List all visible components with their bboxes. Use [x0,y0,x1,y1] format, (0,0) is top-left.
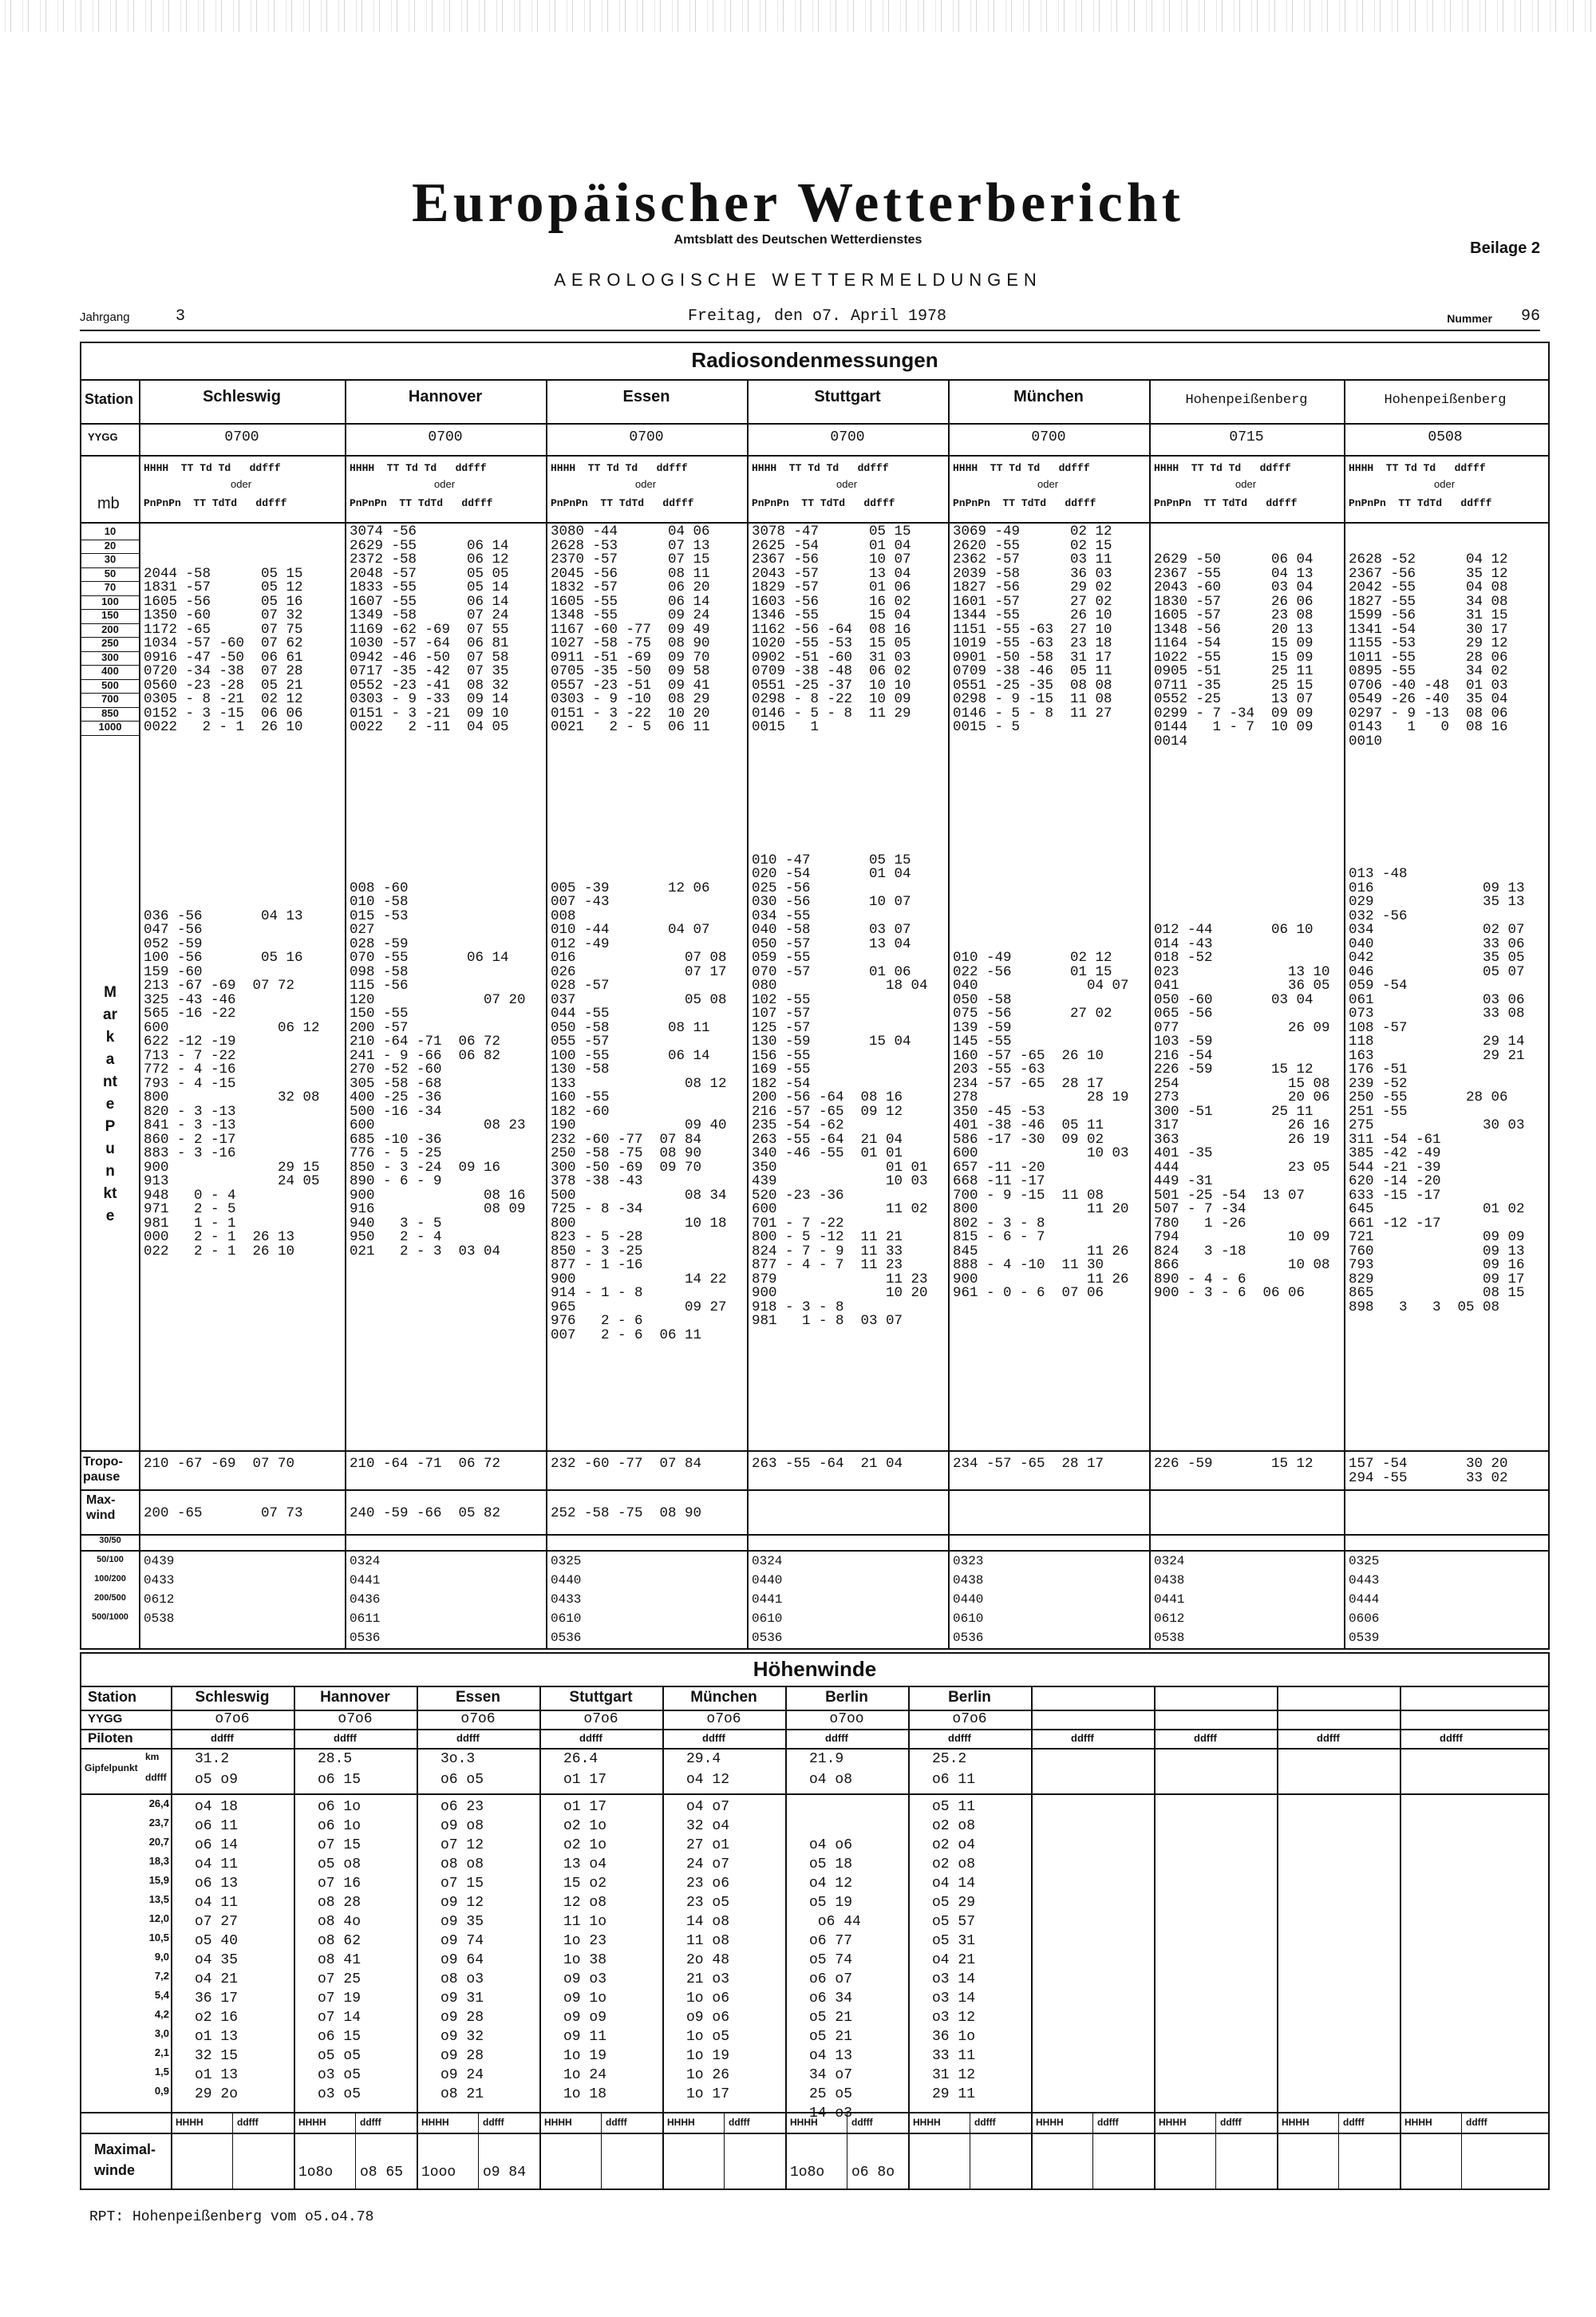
gipfelpunkt-sublabel: ddfff [145,1772,167,1783]
station-yygg: 0700 [224,429,259,445]
maxwind-column-header: ddfff [729,2117,750,2128]
mb-level: 1000 [98,721,122,733]
maxwind-column-header: HHHH [1404,2117,1432,2128]
jahrgang-value: 3 [176,307,186,326]
winde-station-name: München [690,1689,757,1706]
maxwind-column-header: HHHH [544,2117,572,2128]
winde-station-name: Berlin [948,1689,991,1706]
column-header-hhhh: HHHH TT Td Td ddfff [752,462,889,474]
winde-level-values: o4 18 o6 11 o6 14 o4 11 o6 13 o4 11 o7 27 o5 40 o4 35 o4 21 36 17 o2 16 o1 13 32 15 o1 13 29 2o [195,1799,239,2102]
column-header-oder: oder [836,478,858,490]
shear-data: 0324 0438 0441 0612 0538 [1154,1554,1185,1645]
mb-level: 200 [101,623,119,635]
markante-punkte-data: 005 -39 12 06 007 -43 008 010 -44 04 07 012 -49 016 07 08 026 07 17 028 -57 037 05 08 044 -55 050 -58 08 11 055 -57 100 -55 06 14 130 -58 133 08 12 160 -55 182 -60 190 09 40 232 -60 -77 07 84 250 -58 -75 08 90 300 -50 -69 09 70 378 -38 -43 500 08 34 725 - 8 -34 800 10 18 823 - 5 -28 850 - 3 -25 877 - 1 -16 900 14 22 914 - 1 - 8 965 09 27 976 2 - 6 007 2 - 6 06 11 [551,880,727,1343]
winde-level: 3,0 [154,2027,169,2039]
tropopause-data: 234 -57 -65 28 17 [953,1456,1104,1472]
gipfelpunkt-ddfff: o6 15 [318,1772,361,1788]
tropopause-data: 226 -59 15 12 [1154,1456,1314,1472]
maxwind-column-header: HHHH [421,2117,449,2128]
winde-level-values: o5 11 o2 o8 o2 o4 o2 o8 o4 14 o5 29 o5 57 o5 31 o4 21 o3 14 o3 14 o3 12 36 1o 33 11 31 12 29 11 [932,1799,976,2102]
station-name: Schleswig [203,388,281,405]
standard-levels-data: 3078 -47 05 15 2625 -54 01 04 2367 -56 10 07 2043 -57 13 04 1829 -57 01 06 1603 -56 16 02 1346 -55 15 04 1162 -56 -64 08 16 1020 -55 -53 15 05 0902 -51 -60 31 03 0709 -38 -48 06 02 0551 -25 -37 10 10 0298 - 8 -22 10 09 0146 - 5 - 8 11 29 0015 1 [752,524,911,735]
maxwind-column-header: ddfff [360,2117,381,2128]
mb-level: 400 [101,665,119,677]
markante-punkte-data: 010 -49 02 12 022 -56 01 15 040 04 07 050 -58 075 -56 27 02 139 -59 145 -55 160 -57 -65 26 10 203 -55 -63 234 -57 -65 28 17 278 28 19 350 -45 -53 401 -38 -46 05 11 586 -17 -30 09 02 600 10 03 657 -11 -20 668 -11 -17 700 - 9 -15 11 08 800 11 20 802 - 3 - 8 815 - 6 - 7 845 11 26 888 - 4 -10 11 30 900 11 26 961 - 0 - 6 07 06 [953,950,1129,1301]
maximalwind-hhhh: 1o8o [790,2165,825,2181]
shear-data: 0325 0443 0444 0606 0539 [1349,1554,1380,1645]
page-subtitle: Amtsblatt des Deutschen Wetterdienstes [674,233,922,247]
gipfelpunkt-ddfff: o5 o9 [195,1772,239,1788]
piloten-ddfff-header: ddfff [1317,1732,1340,1744]
maxwind-column-header: HHHH [298,2117,326,2128]
column-header-hhhh: HHHH TT Td Td ddfff [144,462,281,474]
winde-station-name: Stuttgart [569,1689,633,1706]
winde-level: 23,7 [148,1817,169,1829]
maxwind-column-header: HHHH [176,2117,203,2128]
gipfelpunkt-km: 28.5 [318,1751,353,1767]
piloten-ddfff-header: ddfff [825,1732,848,1744]
gipfelpunkt-km: 3o.3 [440,1751,476,1767]
column-header-hhhh: HHHH TT Td Td ddfff [551,462,688,474]
mb-level: 100 [101,595,119,607]
piloten-ddfff-header: ddfff [948,1732,971,1744]
maxwind-column-header: ddfff [237,2117,259,2128]
mb-level: 30 [104,553,117,565]
column-header-oder: oder [1037,478,1059,490]
scan-noise [0,0,1596,32]
gipfelpunkt-ddfff: o6 11 [932,1772,976,1788]
winde-level: 2,1 [154,2046,169,2058]
maxwind-column-header: ddfff [1097,2117,1119,2128]
piloten-ddfff-header: ddfff [211,1732,234,1744]
section-heading: AEROLOGISCHE WETTERMELDUNGEN [554,270,1042,290]
shear-level: 100/200 [94,1574,126,1584]
hoehenwinde-table [80,1652,1550,2190]
footnote: RPT: Hohenpeißenberg vom o5.o4.78 [89,2209,374,2225]
gipfelpunkt-km: 26.4 [563,1751,598,1767]
column-header-pnpnpn: PnPnPn TT TdTd ddfff [752,497,895,509]
shear-level: 30/50 [99,1536,121,1545]
maxwind-data: 200 -65 07 73 [144,1505,303,1521]
winde-station-name: Hannover [320,1689,390,1706]
shear-level: 500/1000 [92,1612,128,1622]
winde-level: 15,9 [148,1874,169,1886]
beilage-label: Beilage 2 [1470,239,1540,257]
winde-station-label: Station [88,1689,136,1705]
maxwind-column-header: HHHH [1282,2117,1310,2128]
piloten-ddfff-header: ddfff [456,1732,480,1744]
radiosonde-title: Radiosondenmessungen [691,348,938,372]
tropopause-data: 210 -64 -71 06 72 [350,1456,501,1472]
winde-station-yygg: o7o6 [460,1711,496,1727]
column-header-hhhh: HHHH TT Td Td ddfff [1154,462,1291,474]
mb-label: mb [97,495,120,512]
winde-level: 10,5 [148,1931,169,1943]
station-yygg: 0715 [1229,429,1264,445]
column-header-oder: oder [1434,478,1456,490]
standard-levels-data: 2628 -52 04 12 2367 -56 35 12 2042 -55 04 08 1827 -55 34 08 1599 -56 31 15 1341 -54 30 17 1155 -53 29 12 1011 -55 28 06 0895 -55 34 02 0706 -40 -48 01 03 0549 -26 -40 35 04 0297 - 9 -13 08 06 0143 1 0 08 16 0010 [1349,552,1508,749]
winde-level: 12,0 [148,1912,169,1924]
standard-levels-data: 3074 -56 2629 -55 06 14 2372 -58 06 12 2048 -57 05 05 1833 -55 05 14 1607 -55 06 14 1349 -58 07 24 1169 -62 -69 07 55 1030 -57 -64 06 81 0942 -46 -50 07 58 0717 -35 -42 07 35 0552 -23 -41 08 32 0303 - 9 -33 09 14 0151 - 3 -21 09 10 0022 2 -11 04 05 [350,524,509,735]
station-name: Hohenpeißenberg [1384,393,1507,408]
markante-punkte-data: 010 -47 05 15 020 -54 01 04 025 -56 030 -56 10 07 034 -55 040 -58 03 07 050 -57 13 04 059 -55 070 -57 01 06 080 18 04 102 -55 107 -57 125 -57 130 -59 15 04 156 -55 169 -55 182 -54 200 -56 -64 08 16 216 -57 -65 09 12 235 -54 -62 263 -55 -64 21 04 340 -46 -55 01 01 350 01 01 439 10 03 520 -23 -36 600 11 02 701 - 7 -22 800 - 5 -12 11 21 824 - 7 - 9 11 33 877 - 4 - 7 11 23 879 11 23 900 10 20 918 - 3 - 8 981 1 - 8 03 07 [752,852,928,1329]
shear-level: 50/100 [97,1555,124,1564]
maxwind-column-header: ddfff [1343,2117,1365,2128]
gipfelpunkt-ddfff: o4 o8 [809,1772,853,1788]
winde-station-name: Berlin [825,1689,868,1706]
column-header-pnpnpn: PnPnPn TT TdTd ddfff [953,497,1096,509]
station-name: München [1013,388,1084,405]
shear-data: 0439 0433 0612 0538 [144,1554,175,1626]
column-header-hhhh: HHHH TT Td Td ddfff [350,462,487,474]
station-label: Station [85,391,133,407]
shear-data: 0324 0440 0441 0610 0536 [752,1554,783,1645]
winde-station-yygg: o7o6 [583,1711,618,1727]
maxwind-data: 240 -59 -66 05 82 [350,1505,501,1521]
mb-level: 700 [101,693,119,705]
maxwind-column-header: HHHH [913,2117,941,2128]
gipfelpunkt-ddfff: o1 17 [563,1772,607,1788]
column-header-oder: oder [1235,478,1257,490]
winde-level: 4,2 [154,2008,169,2020]
station-name: Stuttgart [814,388,881,405]
column-header-pnpnpn: PnPnPn TT TdTd ddfff [1349,497,1492,509]
winde-level: 1,5 [154,2066,169,2078]
station-name: Essen [622,388,670,405]
maxwind-data: 252 -58 -75 08 90 [551,1505,702,1521]
standard-levels-data: 3080 -44 04 06 2628 -53 07 13 2370 -57 07 15 2045 -56 08 11 1832 -57 06 20 1605 -55 06 14 1348 -55 09 24 1167 -60 -77 09 49 1027 -58 -75 08 90 0911 -51 -69 09 70 0705 -35 -50 09 58 0557 -23 -51 09 41 0303 - 9 -10 08 29 0151 - 3 -22 10 20 0021 2 - 5 06 11 [551,524,710,735]
maximalwind-hhhh: 1o8o [298,2165,334,2181]
maximalwind-ddfff: o9 84 [483,2165,527,2181]
winde-level: 13,5 [148,1893,169,1905]
winde-level-values: o4 o7 32 o4 27 o1 24 o7 23 o6 23 o5 14 o8 11 o8 2o 48 21 o3 1o o6 o9 o6 1o o5 1o 19 1o 26 1o 17 [686,1799,730,2102]
station-yygg: 0700 [428,429,463,445]
shear-data: 0323 0438 0440 0610 0536 [953,1554,984,1645]
winde-level: 0,9 [154,2085,169,2097]
maximalwind-hhhh: 1ooo [421,2165,456,2181]
winde-level: 18,3 [148,1855,169,1867]
winde-level-values: o4 o6 o5 18 o4 12 o5 19 o6 44 o6 77 o5 74 o6 o7 o6 34 o5 21 o5 21 o4 13 34 o7 25 o5 14 o3 [809,1837,861,2121]
maxwind-column-header: ddfff [1220,2117,1242,2128]
station-name: Hohenpeißenberg [1185,393,1308,408]
maxwind-column-header: HHHH [667,2117,695,2128]
column-header-oder: oder [231,478,252,490]
winde-level-values: o6 23 o9 o8 o7 12 o8 o8 o7 15 o9 12 o9 35 o9 74 o9 64 o8 o3 o9 31 o9 28 o9 32 o9 28 o9 24 o8 21 [440,1799,484,2102]
tropopause-data: 210 -67 -69 07 70 [144,1456,295,1472]
gipfelpunkt-ddfff: o6 o5 [440,1772,484,1788]
piloten-label: Piloten [88,1730,133,1746]
column-header-oder: oder [635,478,657,490]
winde-level: 26,4 [148,1797,169,1809]
maxwind-column-header: ddfff [606,2117,627,2128]
mb-level: 250 [101,637,119,649]
gipfelpunkt-label: Gipfelpunkt [85,1762,138,1773]
maxwind-column-header: HHHH [790,2117,818,2128]
mb-level: 300 [101,650,119,663]
winde-level: 7,2 [154,1970,169,1982]
shear-data: 0325 0440 0433 0610 0536 [551,1554,582,1645]
station-yygg: 0700 [1031,429,1066,445]
mb-level: 20 [104,539,117,552]
gipfelpunkt-ddfff: o4 12 [686,1772,730,1788]
winde-station-yygg: o7oo [829,1711,864,1727]
markante-punkte-label: Markante Punkte [103,984,117,1224]
standard-levels-data: 2629 -50 06 04 2367 -55 04 13 2043 -60 03 04 1830 -57 26 06 1605 -57 23 08 1348 -56 20 13 1164 -54 15 09 1022 -55 15 09 0905 -51 25 11 0711 -35 25 15 0552 -25 13 07 0299 - 7 -34 09 09 0144 1 - 7 10 09 0014 [1154,552,1314,749]
winde-station-yygg: o7o6 [706,1711,741,1727]
nummer-value: 96 [1520,307,1540,326]
piloten-ddfff-header: ddfff [334,1732,357,1744]
piloten-ddfff-header: ddfff [1440,1732,1463,1744]
winde-level-values: o1 17 o2 1o o2 1o 13 o4 15 o2 12 o8 11 1o 1o 23 1o 38 o9 o3 o9 1o o9 o9 o9 11 1o 19 1o 24 1o 18 [563,1799,607,2102]
shear-level: 200/500 [94,1593,126,1603]
winde-station-name: Schleswig [195,1689,270,1706]
gipfelpunkt-km: 31.2 [195,1751,230,1767]
maxwind-column-header: HHHH [1036,2117,1064,2128]
maxwind-column-header: HHHH [1159,2117,1187,2128]
winde-station-yygg: o7o6 [215,1711,250,1727]
piloten-ddfff-header: ddfff [702,1732,725,1744]
gipfelpunkt-km: 21.9 [809,1751,844,1767]
winde-level: 9,0 [154,1951,169,1963]
mb-level: 150 [101,609,119,621]
maximalwinde-label: Maximal-winde [94,2141,156,2178]
column-header-hhhh: HHHH TT Td Td ddfff [1349,462,1486,474]
maxwind-column-header: ddfff [974,2117,996,2128]
winde-yygg-label: YYGG [88,1712,123,1726]
markante-punkte-data: 012 -44 06 10 014 -43 018 -52 023 13 10 041 36 05 050 -60 03 04 065 -56 077 26 09 103 -59 216 -54 226 -59 15 12 254 15 08 273 20 06 300 -51 25 11 317 26 16 363 26 19 401 -35 444 23 05 449 -31 501 -25 -54 13 07 507 - 7 -34 780 1 -26 794 10 09 824 3 -18 866 10 08 890 - 4 - 6 900 - 3 - 6 06 06 [1154,922,1330,1301]
maxwind-label: Max-wind [86,1493,116,1522]
maximalwind-ddfff: o6 8o [851,2165,895,2181]
gipfelpunkt-km: 29.4 [686,1751,721,1767]
station-yygg: 0700 [629,429,664,445]
markante-punkte-data: 013 -48 016 09 13 029 35 13 032 -56 034 02 07 040 33 06 042 35 05 046 05 07 059 -54 061 03 06 073 33 08 108 -57 118 29 14 163 29 21 176 -51 239 -52 250 -55 28 06 251 -55 275 30 03 311 -54 -61 385 -42 -49 544 -21 -39 620 -14 -20 633 -15 -17 645 01 02 661 -12 -17 721 09 09 760 09 13 793 09 16 829 09 17 865 08 15 898 3 3 05 08 [1349,866,1525,1315]
gipfelpunkt-sublabel: km [145,1751,160,1762]
tropopause-label: Tropo-pause [83,1455,123,1484]
column-header-hhhh: HHHH TT Td Td ddfff [953,462,1090,474]
column-header-oder: oder [434,478,456,490]
winde-level: 5,4 [154,1989,169,2001]
maximalwind-ddfff: o8 65 [360,2165,404,2181]
markante-punkte-data: 008 -60 010 -58 015 -53 027 028 -59 070 -55 06 14 098 -58 115 -56 120 07 20 150 -55 200 -57 210 -64 -71 06 72 241 - 9 -66 06 82 270 -52 -60 305 -58 -68 400 -25 -36 500 -16 -34 600 08 23 685 -10 -36 776 - 5 -25 850 - 3 -24 09 16 890 - 6 - 9 900 08 16 916 08 09 940 3 - 5 950 2 - 4 021 2 - 3 03 04 [350,880,526,1259]
gipfelpunkt-km: 25.2 [932,1751,967,1767]
column-header-pnpnpn: PnPnPn TT TdTd ddfff [1154,497,1298,509]
piloten-ddfff-header: ddfff [1194,1732,1217,1744]
station-name: Hannover [408,388,483,405]
tropopause-data: 263 -55 -64 21 04 [752,1456,903,1472]
mb-level: 500 [101,678,119,691]
piloten-ddfff-header: ddfff [579,1732,602,1744]
maxwind-column-header: ddfff [1466,2117,1487,2128]
markante-punkte-data: 036 -56 04 13 047 -56 052 -59 100 -56 05 16 159 -60 213 -67 -69 07 72 325 -43 -46 565 -16 -22 600 06 12 622 -12 -19 713 - 7 -22 772 - 4 -16 793 - 4 -15 800 32 08 820 - 3 -13 841 - 3 -13 860 - 2 -17 883 - 3 -16 900 29 15 913 24 05 948 0 - 4 971 2 - 5 981 1 - 1 000 2 - 1 26 13 022 2 - 1 26 10 [144,907,320,1259]
column-header-pnpnpn: PnPnPn TT TdTd ddfff [551,497,694,509]
mb-level: 70 [104,581,117,593]
maxwind-column-header: ddfff [851,2117,873,2128]
column-header-pnpnpn: PnPnPn TT TdTd ddfff [350,497,493,509]
winde-station-yygg: o7o6 [952,1711,987,1727]
winde-level-values: o6 1o o6 1o o7 15 o5 o8 o7 16 o8 28 o8 4o o8 62 o8 41 o7 25 o7 19 o7 14 o6 15 o5 o5 o3 o5 o3 o5 [318,1799,361,2102]
issue-date: Freitag, den o7. April 1978 [688,307,947,326]
shear-data: 0324 0441 0436 0611 0536 [350,1554,381,1645]
winde-level: 20,7 [148,1836,169,1848]
radiosonde-table [80,342,1550,1650]
mb-level: 10 [104,525,117,537]
tropopause-data: 157 -54 30 20 294 -55 33 02 [1349,1456,1508,1486]
jahrgang-label: Jahrgang [80,310,130,324]
maxwind-column-header: ddfff [483,2117,504,2128]
column-header-pnpnpn: PnPnPn TT TdTd ddfff [144,497,287,509]
nummer-label: Nummer [1447,312,1492,325]
standard-levels-data: 2044 -58 05 15 1831 -57 05 12 1605 -56 05 16 1350 -60 07 32 1172 -65 07 75 1034 -57 -60 07 62 0916 -47 -50 06 61 0720 -34 -38 07 28 0560 -23 -28 05 21 0305 - 8 -21 02 12 0152 - 3 -15 06 06 0022 2 - 1 26 10 [144,565,303,735]
piloten-ddfff-header: ddfff [1071,1732,1094,1744]
page-title: Europäischer Wetterbericht [412,172,1184,234]
winde-station-yygg: o7o6 [338,1711,373,1727]
hoehenwinde-title: Höhenwinde [753,1657,877,1681]
station-yygg: 0700 [830,429,865,445]
station-yygg: 0508 [1428,429,1463,445]
winde-station-name: Essen [456,1689,500,1706]
tropopause-data: 232 -60 -77 07 84 [551,1456,702,1472]
mb-level: 50 [104,567,117,579]
yygg-label: YYGG [88,431,118,443]
standard-levels-data: 3069 -49 02 12 2620 -55 02 15 2362 -57 03 11 2039 -58 36 03 1827 -56 29 02 1601 -57 27 02 1344 -55 26 10 1151 -55 -63 27 10 1019 -55 -63 23 18 0901 -50 -58 31 17 0709 -38 -46 05 11 0551 -25 -35 08 08 0298 - 9 -15 11 08 0146 - 5 - 8 11 27 0015 - 5 [953,524,1112,735]
mb-level: 850 [101,706,119,719]
issue-line [80,307,1540,331]
